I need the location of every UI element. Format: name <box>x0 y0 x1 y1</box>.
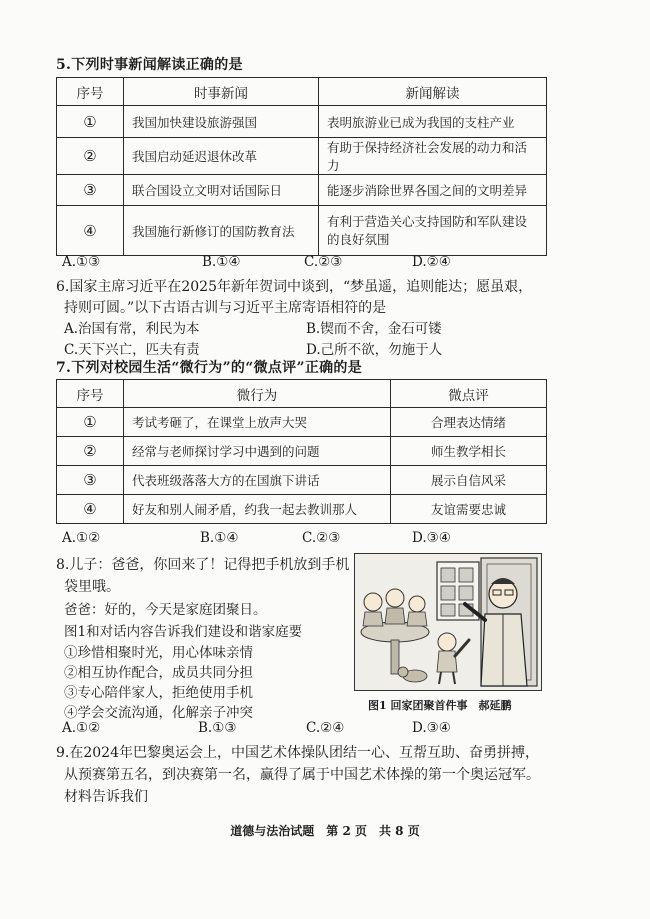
q7-header-behavior: 微行为 <box>124 380 391 408</box>
q5-title: 5.下列时事新闻解读正确的是 <box>56 57 243 73</box>
q8-line-1: 8.儿子：爸爸，你回来了！记得把手机放到手机 <box>56 557 350 573</box>
row-news: 联合国设立文明对话国际日 <box>124 175 319 206</box>
row-reading: 能逐步消除世界各国之间的文明差异 <box>319 175 547 206</box>
option-a: A.①② <box>62 530 101 546</box>
row-num: ② <box>57 138 124 175</box>
cartoon-illustration <box>354 553 542 691</box>
q8-statement-3: ③专心陪伴家人，拒绝使用手机 <box>64 685 253 701</box>
q6-options <box>64 317 564 361</box>
row-comment: 师生教学相长 <box>391 437 547 466</box>
row-num: ① <box>57 408 124 437</box>
q5-table <box>56 77 547 256</box>
option-a: A.①② <box>62 720 101 736</box>
row-reading: 有助于保持经济社会发展的动力和活力 <box>319 138 547 175</box>
cartoon-drawing <box>355 554 541 690</box>
q6-line-2: 持则可圆。”以下古语古训与习近平主席寄语相符的是 <box>64 300 387 316</box>
option-b: B.锲而不舍，金石可镂 <box>306 321 442 337</box>
row-num: ④ <box>57 495 124 524</box>
row-behavior: 经常与老师探讨学习中遇到的问题 <box>124 437 391 466</box>
row-behavior: 代表班级落落大方的在国旗下讲话 <box>124 466 391 495</box>
q8-options <box>62 720 562 740</box>
page-footer: 道德与法治试题 第 2 页 共 8 页 <box>230 824 420 838</box>
row-num: ④ <box>57 206 124 256</box>
row-comment: 合理表达情绪 <box>391 408 547 437</box>
row-behavior: 好友和别人闹矛盾，约我一起去教训那人 <box>124 495 391 524</box>
row-reading: 有利于营造关心支持国防和军队建设的良好氛围 <box>319 206 547 256</box>
table-row <box>57 106 547 138</box>
q5-options <box>62 254 562 274</box>
option-c: C.②③ <box>302 530 341 546</box>
q5-header-num: 序号 <box>57 78 124 106</box>
option-c: C.②④ <box>306 720 345 736</box>
q5-header-news: 时事新闻 <box>124 78 319 106</box>
q7-header-num: 序号 <box>57 380 124 408</box>
q7-header-comment: 微点评 <box>391 380 547 408</box>
q6-line-1: 6.国家主席习近平在2025年新年贺词中谈到，“梦虽遥，追则能达；愿虽艰， <box>56 279 533 295</box>
table-row <box>57 138 547 175</box>
option-b: B.①④ <box>202 254 241 270</box>
cartoon-caption: 图1 回家团聚首件事 郝延鹏 <box>368 699 512 712</box>
row-reading: 表明旅游业已成为我国的支柱产业 <box>319 106 547 138</box>
row-num: ③ <box>57 466 124 495</box>
table-row <box>57 437 547 466</box>
row-num: ③ <box>57 175 124 206</box>
row-news: 我国启动延迟退休改革 <box>124 138 319 175</box>
table-row <box>57 495 547 524</box>
q9-line-2: 从预赛第五名，到决赛第一名，赢得了属于中国艺术体操的第一个奥运冠军。 <box>64 767 540 783</box>
option-d: D.②④ <box>412 254 451 270</box>
table-row <box>57 466 547 495</box>
row-num: ② <box>57 437 124 466</box>
option-b: B.①③ <box>198 720 237 736</box>
option-d: D.③④ <box>412 720 451 736</box>
q8-statement-1: ①珍惜相聚时光，用心体味亲情 <box>64 645 253 661</box>
q7-options <box>62 530 562 550</box>
option-d: D.③④ <box>412 530 451 546</box>
q7-title: 7.下列对校园生活“微行为”的“微点评”正确的是 <box>56 360 363 376</box>
option-b: B.①④ <box>200 530 239 546</box>
q8-line-3: 爸爸：好的，今天是家庭团聚日。 <box>64 602 267 618</box>
q9-line-3: 材料告诉我们 <box>64 789 148 805</box>
q9-line-1: 9.在2024年巴黎奥运会上，中国艺术体操队团结一心、互帮互助、奋勇拼搏， <box>56 745 539 761</box>
row-num: ① <box>57 106 124 138</box>
row-behavior: 考试考砸了，在课堂上放声大哭 <box>124 408 391 437</box>
q8-statement-2: ②相互协作配合，成员共同分担 <box>64 665 253 681</box>
option-c: C.天下兴亡，匹夫有责 <box>64 342 200 358</box>
table-row <box>57 175 547 206</box>
q7-table <box>56 379 547 524</box>
row-comment: 友谊需要忠诚 <box>391 495 547 524</box>
q8-line-4: 图1和对话内容告诉我们建设和谐家庭要 <box>64 624 303 640</box>
row-news: 我国加快建设旅游强国 <box>124 106 319 138</box>
q5-header-reading: 新闻解读 <box>319 78 547 106</box>
option-d: D.己所不欲，勿施于人 <box>306 342 443 358</box>
row-comment: 展示自信风采 <box>391 466 547 495</box>
option-a: A.①③ <box>62 254 101 270</box>
q8-line-2: 袋里哦。 <box>64 579 120 595</box>
option-c: C.②③ <box>304 254 343 270</box>
table-row <box>57 408 547 437</box>
row-news: 我国施行新修订的国防教育法 <box>124 206 319 256</box>
option-a: A.治国有常，利民为本 <box>64 321 200 337</box>
q8-statement-4: ④学会交流沟通，化解亲子冲突 <box>64 705 253 721</box>
table-row <box>57 206 547 256</box>
